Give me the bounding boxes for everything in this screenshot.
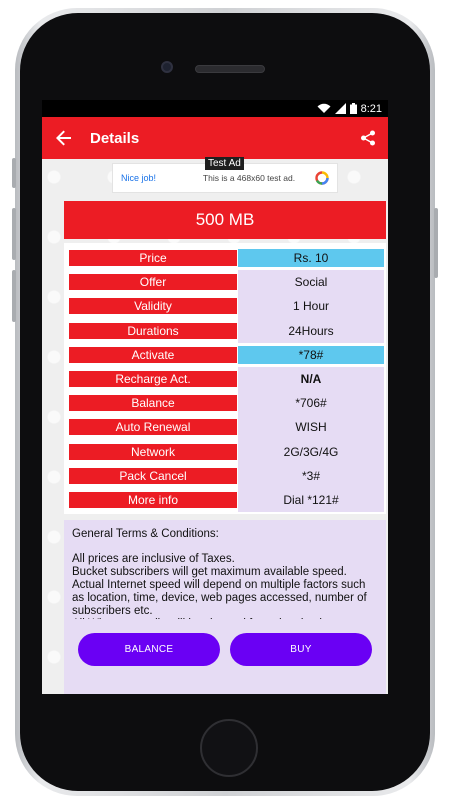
- detail-value: 2G/3G/4G: [238, 440, 384, 464]
- terms-heading: General Terms & Conditions:: [72, 528, 219, 541]
- action-bar: [64, 619, 386, 694]
- power-button: [434, 208, 438, 278]
- detail-label: Durations: [68, 322, 238, 340]
- battery-icon: [350, 103, 357, 114]
- detail-label: Recharge Act.: [68, 370, 238, 388]
- detail-value: *706#: [238, 391, 384, 415]
- volume-up-button: [12, 208, 16, 260]
- detail-label: Network: [68, 443, 238, 461]
- detail-value: *78#: [238, 346, 384, 364]
- detail-value: WISH: [238, 415, 384, 439]
- detail-value: 24Hours: [238, 319, 384, 343]
- balance-button[interactable]: BALANCE: [78, 633, 220, 666]
- detail-label: Offer: [68, 273, 238, 291]
- ad-nice-job-text: Nice job!: [121, 173, 157, 183]
- buy-button[interactable]: BUY: [230, 633, 372, 666]
- detail-value: 1 Hour: [238, 294, 384, 318]
- pack-size-banner: 500 MB: [64, 201, 386, 239]
- detail-label: Validity: [68, 297, 238, 315]
- detail-row: [66, 415, 384, 439]
- detail-row: [66, 294, 384, 318]
- home-button[interactable]: [200, 719, 258, 777]
- terms-line: All prices are inclusive of Taxes.: [72, 553, 235, 566]
- detail-row: [66, 319, 384, 343]
- detail-row: [66, 440, 384, 464]
- page-title: Details: [90, 129, 140, 147]
- status-time: 8:21: [360, 102, 382, 115]
- terms-line: Bucket subscribers will get maximum available speed.: [72, 566, 347, 579]
- detail-label: More info: [68, 491, 238, 509]
- detail-value: Dial *121#: [238, 488, 384, 512]
- detail-value: N/A: [238, 367, 384, 391]
- app-bar: [42, 117, 388, 159]
- arrow-left-icon: [56, 130, 72, 146]
- ad-logo-icon: [315, 171, 329, 185]
- detail-label: Price: [68, 249, 238, 267]
- detail-row: [66, 343, 384, 367]
- detail-value: Social: [238, 270, 384, 294]
- detail-row: [66, 488, 384, 512]
- ad-container: [42, 159, 388, 199]
- detail-value: Rs. 10: [238, 249, 384, 267]
- test-ad-tag: Test Ad: [205, 157, 244, 170]
- detail-label: Pack Cancel: [68, 467, 238, 485]
- detail-value: *3#: [238, 464, 384, 488]
- back-button[interactable]: [52, 126, 76, 150]
- front-camera: [161, 61, 173, 73]
- wifi-icon: [317, 103, 331, 114]
- cellular-signal-icon: [335, 103, 346, 114]
- detail-row: [66, 391, 384, 415]
- earpiece-speaker: [195, 65, 265, 73]
- detail-label: Activate: [68, 346, 238, 364]
- ad-body-text: This is a 468x60 test ad.: [202, 173, 296, 183]
- mute-switch: [12, 158, 16, 188]
- detail-label: Auto Renewal: [68, 418, 238, 436]
- share-button[interactable]: [356, 126, 380, 150]
- status-bar: [42, 100, 388, 117]
- device-screen: [42, 100, 388, 694]
- detail-row: [66, 367, 384, 391]
- details-table: [64, 243, 386, 514]
- detail-row: [66, 270, 384, 294]
- detail-label: Balance: [68, 394, 238, 412]
- detail-row: [66, 246, 384, 270]
- content-area: [42, 159, 388, 694]
- volume-down-button: [12, 270, 16, 322]
- share-icon: [360, 130, 376, 146]
- detail-row: [66, 464, 384, 488]
- terms-line: Actual Internet speed will depend on multiple factors such as location, time, device, web pages accessed, number of subscribers etc.: [72, 579, 367, 618]
